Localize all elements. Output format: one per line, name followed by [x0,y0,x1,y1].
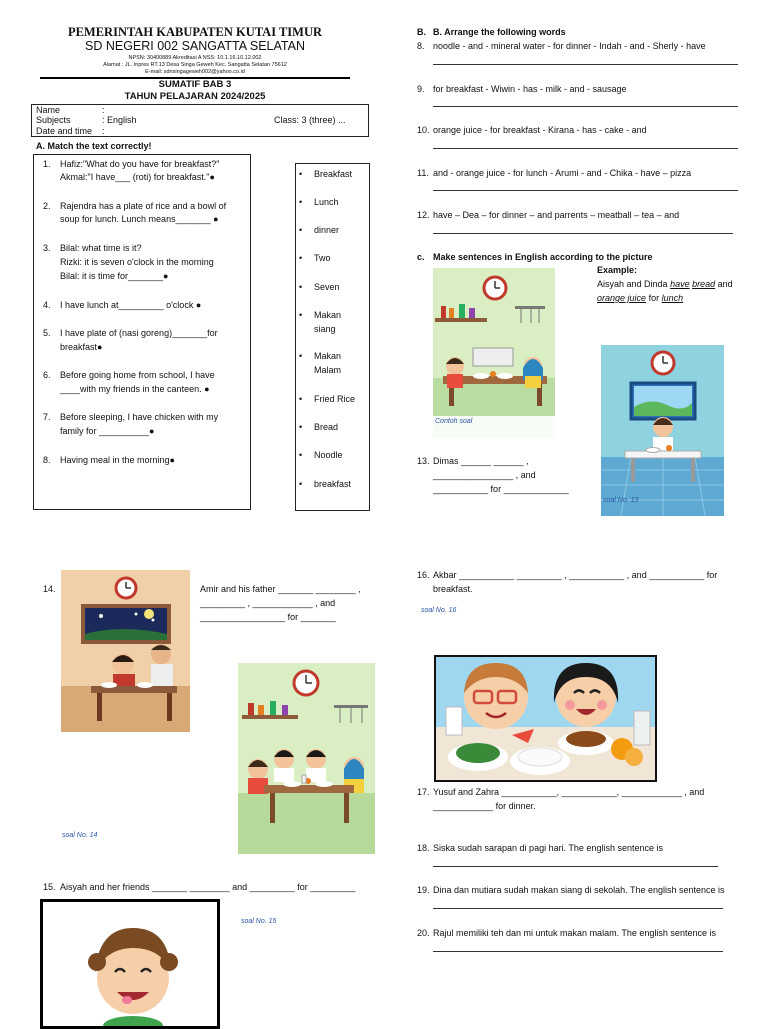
picture-13 [601,345,724,516]
q7-line1: Before sleeping, I have chicken with my [60,412,219,422]
answer-dinner[interactable]: dinner [314,225,340,235]
q19-text: Dina dan mutiara sudah makan siang di sekolah. The english sentence is [433,885,725,895]
picture-17-dinner [434,655,657,782]
q18-text: Siska sudah sarapan di pagi hari. The english sentence is [433,843,663,853]
answer-bullet: • [299,422,303,432]
q13-line1[interactable]: Dimas ______ ______ , [433,456,529,466]
b11-number: 11. [417,168,429,178]
answer-bread[interactable]: Bread [314,422,339,432]
date-colon[interactable]: : [102,126,105,136]
picture-13-caption: soal No. 13 [603,497,639,504]
exam-title: SUMATIF BAB 3 [158,79,232,90]
answer-noodle[interactable]: Noodle [314,450,343,460]
q3-line3[interactable]: Bilal: it is time for_______● [60,271,169,281]
q18-answer-line[interactable] [433,866,718,867]
q13-line3[interactable]: ___________ for _____________ [433,484,569,494]
q7-line2[interactable]: family for __________● [60,426,155,436]
q13-line2[interactable]: ________________ , and [433,470,536,480]
q14-number: 14. [43,584,56,594]
subjects-value: : English [102,115,137,125]
q5-line1[interactable]: I have plate of (nasi goreng)_______for [60,328,218,338]
b12-words: have – Dea – for dinner – and parrents – meatball – tea – and [433,210,680,220]
example-have: have [670,279,690,289]
answer-makan-malam-2[interactable]: Malam [314,365,342,375]
example-subject: Aisyah and Dinda [597,279,668,289]
b8-number: 8. [417,41,425,51]
q17-line1[interactable]: Yusuf and Zahra ___________, ___________, ____________ , and [433,787,705,797]
q4-number: 4. [43,300,51,310]
answer-breakfast[interactable]: Breakfast [314,169,353,179]
q16-number: 16. [417,570,430,580]
example-sentence-line1 [597,277,733,291]
q3-line1: Bilal: what time is it? [60,243,142,253]
picture-16-caption: soal No. 16 [421,607,457,614]
q14-line2[interactable]: _________ , ____________ , and [200,598,336,608]
q1-number: 1. [43,159,51,169]
q16-line2: breakfast. [433,584,473,594]
q17-line2[interactable]: ____________ for dinner. [433,801,536,811]
q8-number: 8. [43,455,51,465]
answer-bullet: • [299,479,303,489]
b11-words: and - orange juice - for lunch - Arumi - and - Chika - have – pizza [433,168,692,178]
b9-number: 9. [417,84,425,94]
q6-number: 6. [43,370,51,380]
example-picture [433,268,555,438]
answer-bullet: • [299,197,303,207]
example-caption: Contoh soal [435,418,473,425]
b12-number: 12. [417,210,430,220]
answer-fried-rice[interactable]: Fried Rice [314,394,356,404]
school-year: TAHUN PELAJARAN 2024/2025 [124,91,266,102]
answer-bullet: • [299,450,303,460]
example-sentence-line2 [597,291,683,305]
answer-bullet: • [299,282,303,292]
name-colon[interactable]: : [102,105,105,115]
section-c-title: Make sentences in English according to the picture [433,252,653,262]
b8-words: noodle - and - mineral water - for dinner - Indah - and - Sherly - have [433,41,706,51]
b12-answer-line[interactable] [433,233,733,234]
section-c-number: c. [417,252,425,262]
q19-answer-line[interactable] [433,908,723,909]
q3-line2: Rizki: it is seven o'clock in the morning [60,257,214,267]
q15-number: 15. [43,882,56,892]
q5-number: 5. [43,328,51,338]
answer-makan-malam-1[interactable]: Makan [314,351,342,361]
class-value: Class: 3 (three) ... [274,115,346,125]
q7-number: 7. [43,412,51,422]
picture-15-group [238,663,375,854]
q1-line1: Hafiz:"What do you have for breakfast?" [60,159,220,169]
subjects-label: Subjects [36,115,71,125]
answer-lunch[interactable]: Lunch [314,197,339,207]
q16-line1[interactable]: Akbar ___________ _________ , ___________ , and ___________ for [433,570,718,580]
example-and: and [717,279,733,289]
name-label: Name [36,105,61,115]
q20-text: Rajul memiliki teh dan mi untuk makan malam. The english sentence is [433,928,716,938]
answer-bullet: • [299,351,303,361]
answer-two[interactable]: Two [314,253,331,263]
example-label: Example: [597,265,638,275]
b9-words: for breakfast - Wiwin - has - milk - and - sausage [433,84,627,94]
picture-14-caption: soal No. 14 [62,832,98,839]
school-npsn: NPSN: 30400889 Akreditasi A NSS: 10.1.16.10.12.002 [128,55,262,61]
answer-bullet: • [299,394,303,404]
q8-text[interactable]: Having meal in the morning● [60,455,175,465]
q17-number: 17. [417,787,430,797]
answer-bullet: • [299,253,303,263]
government-title: PEMERINTAH KABUPATEN KUTAI TIMUR [67,25,323,39]
q6-line1: Before going home from school, I have [60,370,215,380]
b9-answer-line[interactable] [433,106,738,107]
q14-line1[interactable]: Amir and his father _______ ________ , [200,584,361,594]
school-email: E-mail: sdnsingageweh002@yahoo.co.id [145,69,245,75]
q20-number: 20. [417,928,430,938]
b10-number: 10. [417,125,430,135]
q13-number: 13. [417,456,430,466]
example-for: for [648,293,660,303]
picture-16-boy [40,899,220,1029]
answer-bullet: • [299,310,303,320]
q2-number: 2. [43,201,51,211]
b8-answer-line[interactable] [433,64,738,65]
section-a-title: A. Match the text correctly! [36,141,152,151]
answer-bullet: • [299,169,303,179]
q5-line2: breakfast● [60,342,103,352]
answer-seven[interactable]: Seven [314,282,340,292]
q18-number: 18. [417,843,430,853]
q2-line1: Rajendra has a plate of rice and a bowl of [60,201,227,211]
q4-text[interactable]: I have lunch at_________ o'clock ● [60,300,202,310]
example-orange-juice: orange juice [597,293,647,303]
picture-14 [61,570,190,732]
section-b-number: B. [417,27,426,37]
answer-breakfast-2[interactable]: breakfast [314,479,352,489]
q1-line2[interactable]: Akmal:"I have___ (roti) for breakfast."● [60,172,215,182]
q15-text[interactable]: Aisyah and her friends _______ ________ and _________ for _________ [60,882,356,892]
q6-line2[interactable]: ____with my friends in the canteen. ● [60,384,210,394]
school-name: SD NEGERI 002 SANGATTA SELATAN [85,39,305,53]
answer-bullet: • [299,225,303,235]
b11-answer-line[interactable] [433,190,738,191]
picture-15-caption: soal No. 15 [241,918,277,925]
answer-makan-siang-1[interactable]: Makan [314,310,342,320]
answer-makan-siang-2[interactable]: siang [314,324,336,334]
q14-line3[interactable]: _________________ for _______ [200,612,336,622]
b10-answer-line[interactable] [433,148,738,149]
example-bread: bread [692,279,716,289]
section-b-title: B. Arrange the following words [433,27,566,37]
school-address: Alamat : JL. Inpres RT.13 Desa Singa Geweh Kec. Sangatta Selatan 75612 [103,62,287,68]
q20-answer-line[interactable] [433,951,723,952]
b10-words: orange juice - for breakfast - Kirana - has - cake - and [433,125,647,135]
example-lunch: lunch [661,293,684,303]
q19-number: 19. [417,885,430,895]
q3-number: 3. [43,243,51,253]
q2-line2[interactable]: soup for lunch. Lunch means_______ ● [60,214,219,224]
date-label: Date and time [36,126,93,136]
